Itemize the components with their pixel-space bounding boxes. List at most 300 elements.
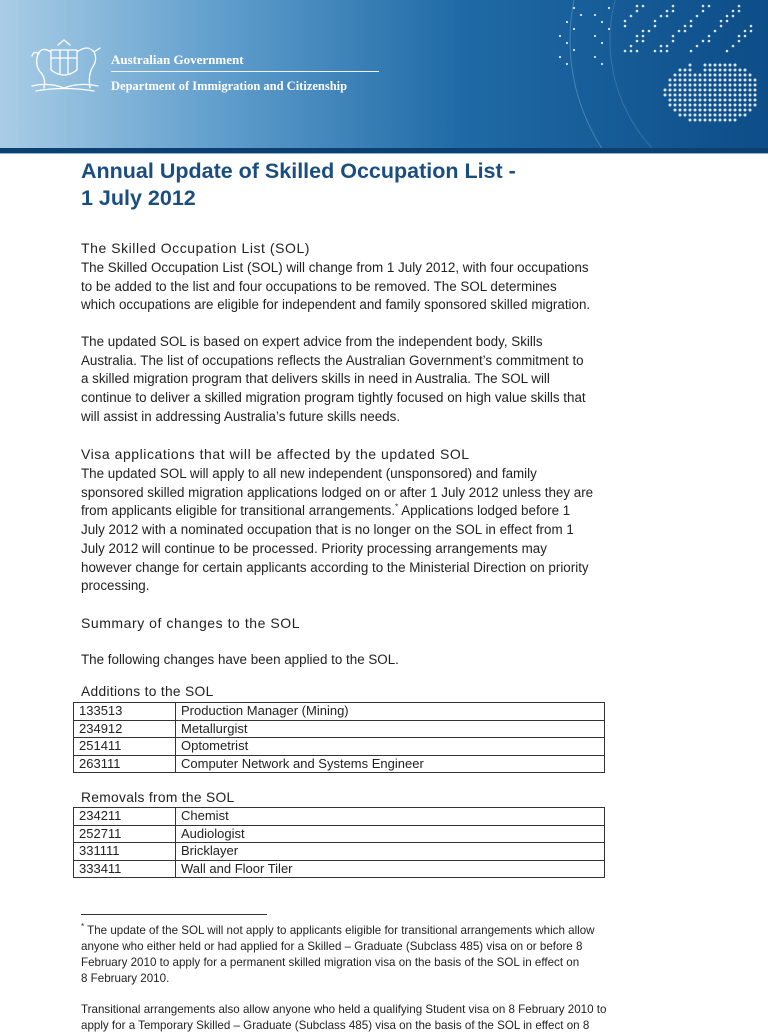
globe-dot <box>709 114 712 117</box>
globe-dot <box>744 35 747 38</box>
visa-paragraph <box>81 465 593 596</box>
paragraph-line: July 2012 with a nominated occupation that is no longer on the SOL in effect from 1 <box>81 522 574 538</box>
globe-dot <box>704 94 707 97</box>
globe-dot <box>666 10 669 13</box>
globe-dot <box>724 94 727 97</box>
globe-dot <box>669 94 672 97</box>
globe-dot <box>754 84 757 87</box>
globe-dot <box>714 30 717 33</box>
paragraph-line: a skilled migration program that delivers skills in need in Australia. The SOL will <box>81 371 550 387</box>
globe-dot <box>744 74 747 77</box>
visa-heading: Visa applications that will be affected by the updated SOL <box>81 446 470 462</box>
globe-dot <box>684 25 687 28</box>
globe-dot <box>699 114 702 117</box>
coat-of-arms-icon <box>22 36 106 96</box>
globe-dot <box>709 104 712 107</box>
globe-dot <box>624 50 627 53</box>
occupation-name: Chemist <box>176 808 605 826</box>
globe-dot <box>709 84 712 87</box>
globe-dot <box>749 94 752 97</box>
government-name: Australian Government <box>111 52 244 67</box>
globe-dot <box>689 79 692 82</box>
globe-dot <box>679 84 682 87</box>
globe-dot <box>630 15 633 18</box>
globe-dot <box>704 114 707 117</box>
globe-dot <box>714 94 717 97</box>
globe-dot <box>624 25 627 28</box>
occupation-name: Wall and Floor Tiler <box>176 860 605 878</box>
globe-dot <box>719 109 722 112</box>
globe-dot <box>573 28 575 30</box>
globe-dot <box>729 119 732 122</box>
globe-dot <box>750 25 753 28</box>
paragraph-line: continue to deliver a skilled migration program tightly focused on high value skills that <box>81 390 586 406</box>
globe-dot <box>739 89 742 92</box>
occupation-code: 263111 <box>74 755 176 773</box>
globe-dot <box>642 40 645 43</box>
table-row <box>74 703 605 721</box>
footnote-line: 8 February 2010. <box>81 972 170 985</box>
globe-dot <box>719 69 722 72</box>
globe-dot <box>696 45 699 48</box>
globe-dot <box>654 25 657 28</box>
globe-dot <box>699 99 702 102</box>
globe-dot <box>699 79 702 82</box>
globe-dot <box>642 5 645 8</box>
globe-dot <box>642 35 645 38</box>
globe-dot <box>669 89 672 92</box>
globe-dot <box>720 25 723 28</box>
globe-dot <box>734 104 737 107</box>
globe-dot <box>708 5 711 8</box>
globe-dot <box>678 30 681 33</box>
globe-dot <box>729 104 732 107</box>
globe-dot <box>734 64 737 67</box>
globe-dot <box>674 99 677 102</box>
globe-dot <box>749 84 752 87</box>
globe-dot <box>734 84 737 87</box>
globe-dot <box>573 49 575 51</box>
globe-dot <box>679 114 682 117</box>
summary-heading: Summary of changes to the SOL <box>81 615 301 631</box>
globe-dot <box>739 69 742 72</box>
globe-dot <box>738 5 741 8</box>
globe-dot <box>709 74 712 77</box>
globe-dot <box>594 14 596 16</box>
document-title <box>81 158 701 212</box>
footnote-marker: * <box>81 922 85 932</box>
globe-dot <box>744 99 747 102</box>
footnote-reference[interactable]: * <box>395 502 399 512</box>
paragraph-text: Applications lodged before 1 <box>398 503 571 519</box>
globe-dot <box>672 10 675 13</box>
globe-dot <box>738 10 741 13</box>
paragraph-line <box>81 502 593 521</box>
globe-dot <box>729 89 732 92</box>
globe-dot <box>724 109 727 112</box>
globe-dot <box>580 14 582 16</box>
department-name: Department of Immigration and Citizenship <box>111 79 348 93</box>
globe-dot <box>672 40 675 43</box>
globe-dot <box>684 69 687 72</box>
globe-dot <box>694 89 697 92</box>
globe-dot <box>674 74 677 77</box>
globe-dot <box>734 119 737 122</box>
header-divider <box>111 71 379 72</box>
globe-dot <box>724 64 727 67</box>
globe-dot <box>689 84 692 87</box>
globe-dot <box>694 79 697 82</box>
globe-dot <box>704 84 707 87</box>
globe-dot <box>754 104 757 107</box>
globe-dot <box>744 30 747 33</box>
globe-dot <box>719 104 722 107</box>
occupation-code: 251411 <box>74 738 176 756</box>
globe-dot <box>669 104 672 107</box>
globe-dot <box>744 89 747 92</box>
globe-dot <box>566 42 568 44</box>
globe-dot <box>660 50 663 53</box>
globe-dot <box>734 79 737 82</box>
globe-dot <box>719 64 722 67</box>
globe-dot <box>744 84 747 87</box>
globe-dot <box>666 50 669 53</box>
globe-dot <box>699 94 702 97</box>
globe-dot <box>696 15 699 18</box>
globe-dot <box>732 45 735 48</box>
title-line-1: Annual Update of Skilled Occupation List - <box>81 159 516 183</box>
summary-intro: The following changes have been applied to the SOL. <box>81 652 399 667</box>
globe-dot <box>734 114 737 117</box>
removals-heading: Removals from the SOL <box>81 790 235 805</box>
occupation-code: 234912 <box>74 720 176 738</box>
globe-dot <box>669 79 672 82</box>
globe-dot <box>714 99 717 102</box>
globe-dot <box>689 99 692 102</box>
paragraph-line: July 2012 will continue to be processed. Priority processing arrangements may <box>81 540 547 556</box>
globe-dot <box>672 35 675 38</box>
sol-paragraph-1 <box>81 259 590 315</box>
globe-dot <box>724 119 727 122</box>
globe-dot <box>684 104 687 107</box>
globe-dot <box>709 119 712 122</box>
globe-dot <box>636 35 639 38</box>
table-row <box>74 755 605 773</box>
paragraph-line: however change for certain applicants according to the Ministerial Direction on priority <box>81 559 589 575</box>
globe-dot <box>708 40 711 43</box>
globe-dot <box>749 89 752 92</box>
globe-dot <box>624 20 627 23</box>
globe-dot <box>749 104 752 107</box>
globe-dot <box>689 94 692 97</box>
table-row <box>74 738 605 756</box>
globe-dot <box>679 74 682 77</box>
globe-dot <box>729 99 732 102</box>
globe-dot <box>660 15 663 18</box>
globe-dot <box>724 99 727 102</box>
globe-dot <box>714 79 717 82</box>
globe-dot <box>744 104 747 107</box>
footnote-line: February 2010 to apply for a permanent skilled migration visa on the basis of the SOL in effect on <box>81 956 580 969</box>
globe-dot <box>704 109 707 112</box>
paragraph-line: The Skilled Occupation List (SOL) will change from 1 July 2012, with four occupations <box>81 260 589 275</box>
globe-dot <box>719 114 722 117</box>
globe-dot <box>734 99 737 102</box>
globe-dot <box>684 30 687 33</box>
globe-dot <box>729 79 732 82</box>
paragraph-line: The updated SOL will apply to all new independent (unsponsored) and family <box>81 466 537 481</box>
globe-dot <box>689 64 692 67</box>
occupation-name: Metallurgist <box>176 720 605 738</box>
globe-dot <box>672 5 675 8</box>
globe-dot <box>679 79 682 82</box>
globe-dot <box>744 114 747 117</box>
occupation-name: Optometrist <box>176 738 605 756</box>
dotted-globe-icon <box>540 0 768 148</box>
globe-dot <box>674 79 677 82</box>
globe-dot <box>679 94 682 97</box>
globe-dot <box>608 7 610 9</box>
globe-dot <box>559 35 561 37</box>
globe-dot <box>674 84 677 87</box>
globe-dot <box>714 74 717 77</box>
paragraph-line: will assist in addressing Australia’s future skills needs. <box>81 408 401 424</box>
globe-dot <box>679 69 682 72</box>
globe-dot <box>734 74 737 77</box>
sol-paragraph-2 <box>81 333 586 427</box>
globe-dot <box>714 69 717 72</box>
globe-dot <box>719 89 722 92</box>
globe-dot <box>666 45 669 48</box>
removals-table <box>73 807 605 878</box>
globe-dot <box>739 114 742 117</box>
globe-dot <box>684 114 687 117</box>
globe-dot <box>684 94 687 97</box>
table-row <box>74 720 605 738</box>
globe-dot <box>739 84 742 87</box>
globe-dot <box>694 119 697 122</box>
paragraph-text: from applicants eligible for transitional arrangements. <box>81 503 396 519</box>
globe-dot <box>709 69 712 72</box>
globe-dot <box>739 94 742 97</box>
globe-dot <box>729 114 732 117</box>
globe-dot <box>724 114 727 117</box>
occupation-code: 234211 <box>74 808 176 826</box>
globe-dot <box>739 99 742 102</box>
globe-dot <box>709 99 712 102</box>
sol-heading: The Skilled Occupation List (SOL) <box>81 240 311 256</box>
globe-dot <box>674 94 677 97</box>
globe-dot <box>699 104 702 107</box>
globe-dot <box>709 89 712 92</box>
footnote-2 <box>81 1002 606 1034</box>
globe-dot <box>704 79 707 82</box>
globe-dot <box>724 74 727 77</box>
globe-dot <box>636 5 639 8</box>
globe-dot <box>674 89 677 92</box>
paragraph-line: The updated SOL is based on expert advice from the independent body, Skills <box>81 334 543 349</box>
globe-dot <box>684 99 687 102</box>
globe-dot <box>679 99 682 102</box>
globe-dot <box>754 94 757 97</box>
footnote-line: anyone who either held or had applied for a Skilled – Graduate (Subclass 485) visa on or before 8 <box>81 940 583 953</box>
globe-dot <box>744 69 747 72</box>
globe-dot <box>750 30 753 33</box>
globe-dot <box>704 74 707 77</box>
globe-dot <box>729 64 732 67</box>
globe-dot <box>654 20 657 23</box>
globe-dot <box>714 109 717 112</box>
globe-dot <box>729 69 732 72</box>
globe-dot <box>689 89 692 92</box>
globe-dot <box>699 74 702 77</box>
paragraph-line: which occupations are eligible for independent and family sponsored skilled migration. <box>81 297 591 313</box>
globe-dot <box>714 89 717 92</box>
globe-dot <box>754 79 757 82</box>
globe-dot <box>724 89 727 92</box>
globe-dot <box>684 74 687 77</box>
table-row <box>74 843 605 861</box>
occupation-name: Computer Network and Systems Engineer <box>176 755 605 773</box>
globe-dot <box>714 104 717 107</box>
globe-dot <box>719 99 722 102</box>
globe-dot <box>601 63 603 65</box>
globe-dot <box>714 114 717 117</box>
occupation-code: 133513 <box>74 703 176 721</box>
globe-dot <box>559 56 561 58</box>
header-rule-light <box>0 153 768 154</box>
globe-dot <box>642 30 645 33</box>
additions-table <box>73 702 605 773</box>
globe-dot <box>739 74 742 77</box>
globe-dot <box>744 79 747 82</box>
globe-dot <box>694 94 697 97</box>
globe-dot <box>754 89 757 92</box>
globe-dot <box>636 50 639 53</box>
globe-dot <box>729 94 732 97</box>
footnote-text: The update of the SOL will not apply to applicants eligible for transitional arrangements which allow <box>84 924 595 937</box>
globe-dot <box>573 7 575 9</box>
occupation-name: Bricklayer <box>176 843 605 861</box>
globe-dot <box>719 74 722 77</box>
occupation-name: Production Manager (Mining) <box>176 703 605 721</box>
globe-dot <box>714 84 717 87</box>
globe-dot <box>739 109 742 112</box>
globe-dot <box>719 119 722 122</box>
globe-dot <box>726 15 729 18</box>
globe-dot <box>719 79 722 82</box>
globe-dot <box>724 84 727 87</box>
globe-dot <box>738 35 741 38</box>
globe-dot <box>699 119 702 122</box>
globe-dot <box>708 35 711 38</box>
globe-dot <box>744 94 747 97</box>
globe-dot <box>749 109 752 112</box>
globe-dot <box>674 104 677 107</box>
globe-dot <box>724 79 727 82</box>
globe-dot <box>734 89 737 92</box>
globe-dot <box>601 42 603 44</box>
globe-dot <box>689 104 692 107</box>
globe-dot <box>724 69 727 72</box>
globe-dot <box>709 109 712 112</box>
globe-dot <box>684 109 687 112</box>
globe-dot <box>734 69 737 72</box>
globe-dot <box>669 99 672 102</box>
globe-dot <box>739 79 742 82</box>
globe-dot <box>594 56 596 58</box>
globe-dot <box>702 40 705 43</box>
globe-dot <box>734 94 737 97</box>
globe-dot <box>714 64 717 67</box>
globe-dot <box>694 84 697 87</box>
globe-dot <box>690 50 693 53</box>
globe-dot <box>702 10 705 13</box>
title-line-2: 1 July 2012 <box>81 186 196 210</box>
globe-dot <box>729 84 732 87</box>
globe-dot <box>729 109 732 112</box>
globe-dot <box>689 69 692 72</box>
globe-dot <box>601 21 603 23</box>
globe-dot <box>674 109 677 112</box>
globe-dot <box>684 89 687 92</box>
globe-dot <box>749 99 752 102</box>
globe-dot <box>732 15 735 18</box>
globe-dot <box>709 79 712 82</box>
globe-dot <box>694 104 697 107</box>
globe-dot <box>704 69 707 72</box>
globe-dot <box>749 79 752 82</box>
footnote-line: apply for a Temporary Skilled – Graduate (Subclass 485) visa on the basis of the SOL in effect on 8 <box>81 1019 590 1032</box>
globe-dot <box>739 104 742 107</box>
globe-dot <box>669 84 672 87</box>
occupation-name: Audiologist <box>176 825 605 843</box>
table-row <box>74 860 605 878</box>
globe-dot <box>630 45 633 48</box>
globe-dot <box>594 35 596 37</box>
globe-dot <box>648 30 651 33</box>
globe-dot <box>704 104 707 107</box>
globe-dot <box>724 104 727 107</box>
globe-dot <box>694 74 697 77</box>
globe-dot <box>654 50 657 53</box>
globe-dot <box>690 20 693 23</box>
globe-dot <box>726 50 729 53</box>
table-row <box>74 825 605 843</box>
globe-dot <box>699 84 702 87</box>
globe-dot <box>636 40 639 43</box>
paragraph-line: to be added to the list and four occupations to be removed. The SOL determines <box>81 278 557 294</box>
globe-dot <box>636 10 639 13</box>
additions-heading: Additions to the SOL <box>81 684 214 699</box>
globe-dot <box>689 119 692 122</box>
globe-dot <box>704 64 707 67</box>
occupation-code: 252711 <box>74 825 176 843</box>
footnote-rule <box>81 914 267 915</box>
globe-dot <box>684 79 687 82</box>
paragraph-line: Australia. The list of occupations reflects the Australian Government’s commitment to <box>81 352 584 368</box>
globe-dot <box>694 99 697 102</box>
globe-dot <box>679 109 682 112</box>
table-row <box>74 808 605 826</box>
globe-dot <box>726 20 729 23</box>
globe-dot <box>689 109 692 112</box>
globe-dot <box>664 94 667 97</box>
globe-dot <box>719 94 722 97</box>
globe-dot <box>660 45 663 48</box>
globe-dot <box>749 74 752 77</box>
globe-dot <box>702 5 705 8</box>
